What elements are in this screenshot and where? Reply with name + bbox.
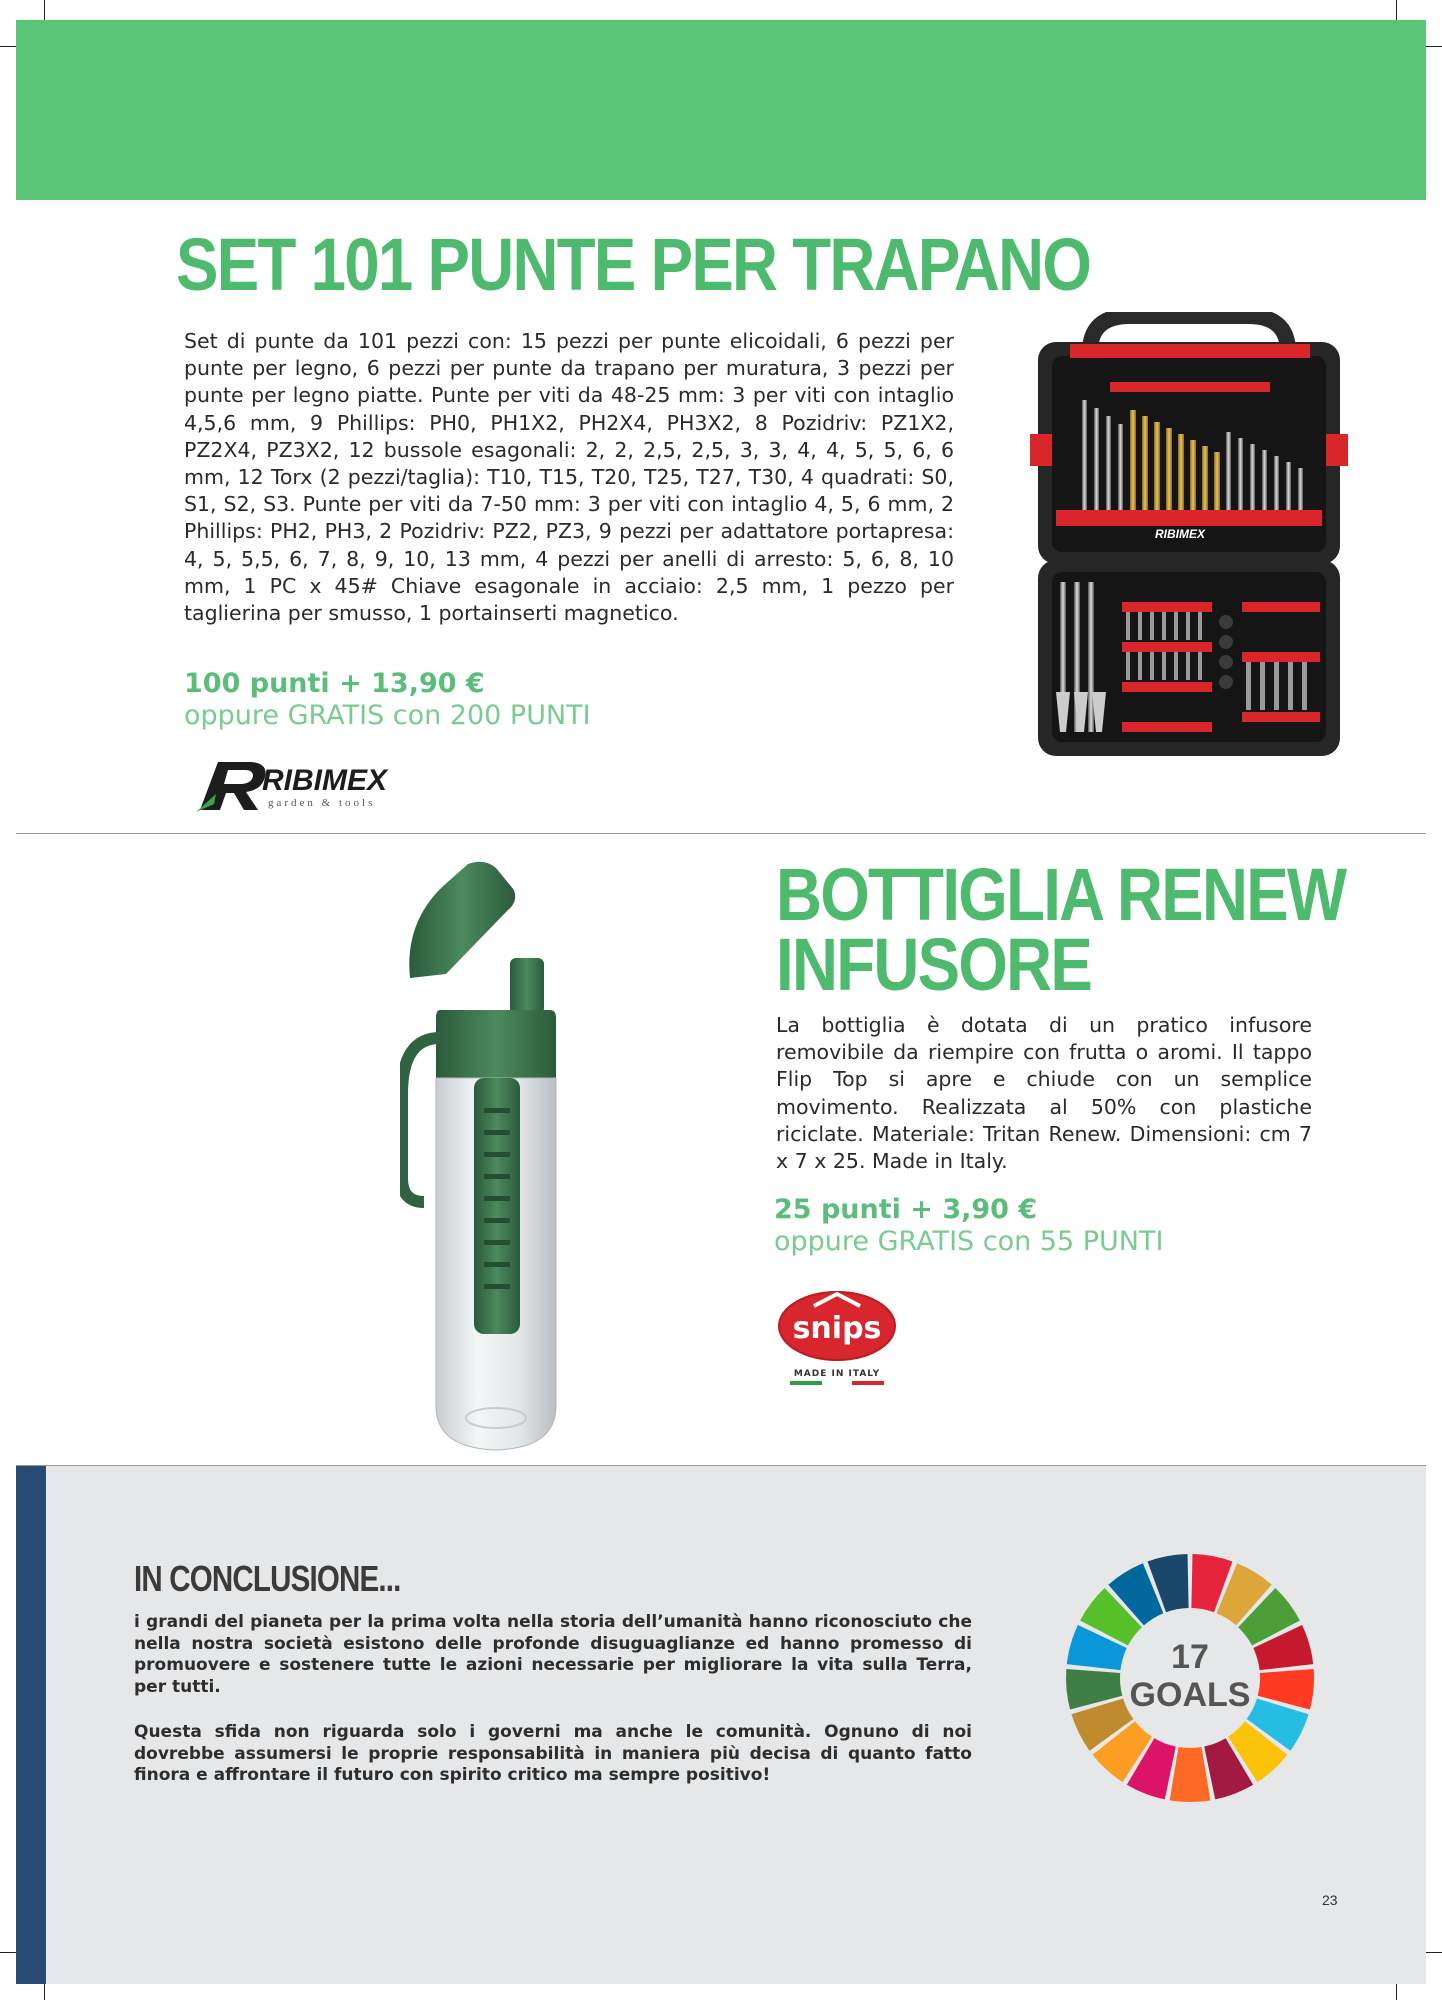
sdg-wheel-segment [1170, 1747, 1211, 1802]
conclusion-side-bar [16, 1466, 46, 1984]
ribimex-tagline: garden & tools [268, 797, 376, 809]
snips-logo [774, 1284, 900, 1388]
crop-mark [44, 0, 45, 22]
product-title-line1: BOTTIGLIA RENEW [776, 853, 1346, 936]
ribimex-wordmark: RIBIMEX [262, 764, 388, 797]
product-description: Set di punte da 101 pezzi con: 15 pezzi per punte elicoidali, 6 pezzi per punte per legno, 6 pezzi per punte da trapano per muratura, 3 pezzi per punte per legno piatte. Punte per viti da 48-25 mm: 3 per viti con intaglio 4,5,6 mm, 9 Phillips: PH0, PH1X2, PH2X4, PH3X2, 8 Pozidriv: PZ1X2, PZ2X4, PZ3X2, 12 bussole esagonali: 2, 2, 2,5, 2,5, 3, 3, 4, 4, 5, 5, 6, 6 mm, 12 Torx (2 pezzi/taglia): T10, T15, T20, T25, T27, T30, 4 quadrati: S0, S1, S2, S3. Punte per viti da 7-50 mm: 3 per viti con intaglio 4, 5, 6 mm, 2 Phillips: PH2, PH3, 2 Pozidriv: PZ2, PZ3, 9 pezzi per adattatore portapresa: 4, 5, 5,5, 6, 7, 8, 9, 10, 13 mm, 4 pezzi per anelli di arresto: 5, 6, 8, 10 mm, 1 PC x 45# Chiave esagonale in acciaio: 2,5 mm, 1 pezzo per taglierina per smusso, 1 portainserti magnetico. [184, 329, 954, 626]
product-alt-price: oppure GRATIS con 55 PUNTI [774, 1226, 1164, 1257]
product-description: La bottiglia è dotata di un pratico infusore removibile da riempire con frutta o aromi. Il tappo Flip Top si apre e chiude con un semplice movimento. Realizzata al 50% con plastiche riciclate. Materiale: Tritan Renew. Dimensioni: cm 7 x 7 x 25. Made in Italy. [776, 1013, 1312, 1174]
water-bottle-image [400, 858, 570, 1456]
snips-made-in-italy: MADE IN ITALY [793, 1369, 881, 1379]
product-title-line2: INFUSORE [776, 923, 1092, 1006]
header-band [16, 20, 1426, 200]
conclusion-paragraph: Questa sfida non riguarda solo i governi ma anche le comunità. Ognuno di noi dovrebbe assumersi le proprie responsabilità in maniera più decisa di quanto fatto finora e affrontare il futuro con spirito critico ma sempre positivo! [134, 1722, 972, 1786]
product-title: SET 101 PUNTE PER TRAPANO [176, 223, 1091, 306]
goals-label: GOALS [1129, 1676, 1251, 1714]
case-brand-label: RIBIMEX [1154, 527, 1206, 541]
ribimex-logo [192, 754, 422, 814]
page-number: 23 [1322, 1892, 1338, 1908]
drill-bit-set-image [1030, 312, 1348, 788]
sdg-17-goals-wheel [1062, 1550, 1318, 1806]
crop-mark [1396, 0, 1397, 22]
product-price: 25 punti + 3,90 € [774, 1194, 1038, 1225]
conclusion-title: IN CONCLUSIONE... [134, 1558, 401, 1599]
ribimex-r-counter [224, 770, 253, 784]
product-alt-price: oppure GRATIS con 200 PUNTI [184, 700, 591, 731]
product-title [776, 853, 1346, 1006]
goals-number: 17 [1171, 1638, 1209, 1676]
conclusion-paragraph: i grandi del pianeta per la prima volta nella storia dell’umanità hanno riconosciuto che nella nostra società esistono delle profonde disuguaglianze ed hanno promesso di promuovere e sostenere tutte le azioni necessarie per migliorare la vita sulla Terra, per tutti. [134, 1612, 972, 1697]
section-divider [16, 833, 1426, 834]
snips-wordmark: snips [792, 1311, 882, 1346]
product-price: 100 punti + 13,90 € [184, 668, 485, 699]
